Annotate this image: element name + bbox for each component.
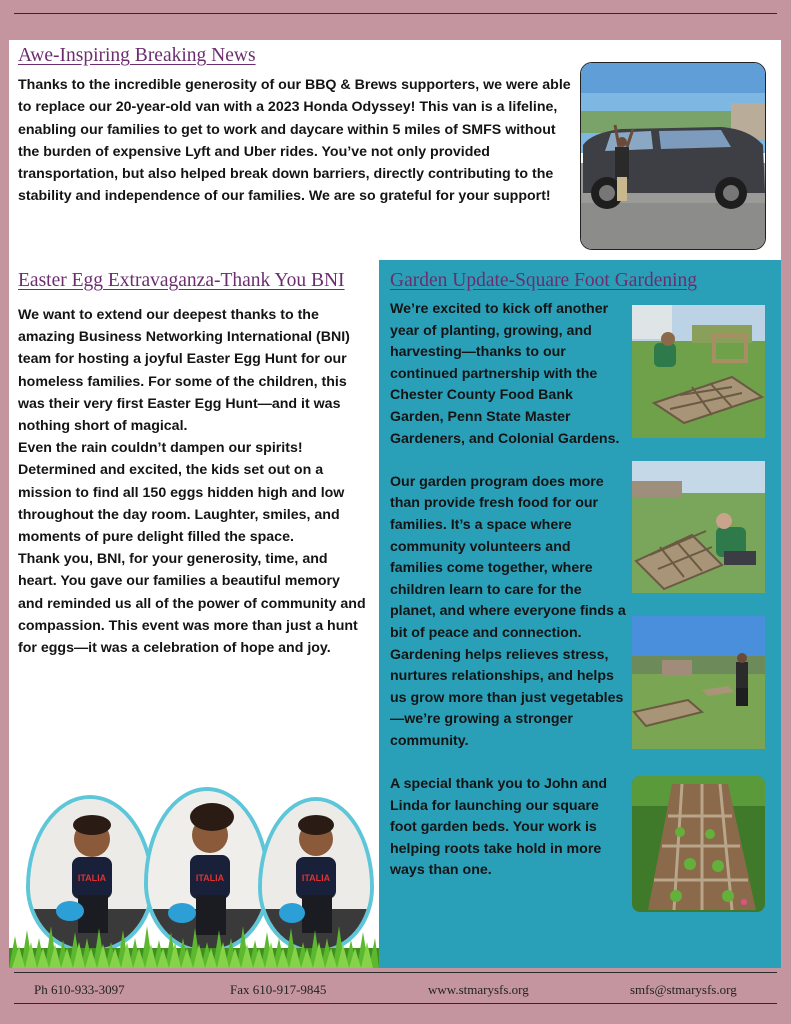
easter-body	[18, 304, 366, 659]
footer-email-link[interactable]: smfs@stmarysfs.org	[630, 982, 737, 997]
garden-heading: Garden Update-Square Foot Gardening	[390, 270, 698, 291]
top-rule	[14, 13, 777, 14]
easter-paragraph: Even the rain couldn’t dampen our spirits! Determined and excited, the kids set out on a mission to find all 150 eggs hidden high and low throughout the day room. Laughter, smiles, and moments of pure delight filled the space.	[18, 440, 345, 546]
garden-photo-3	[632, 616, 765, 749]
news-body-text: Thanks to the incredible generosity of our BBQ & Brews supporters, we were able to replace our 20-year-old van with a 2023 Honda Odyssey! This van is a lifeline, enabling our families to get to work and daycare within 5 miles of SMFS without the burden of expensive Lyft and Uber rides. You’ve not only provided transportation, but also helped break down barriers, directly contributing to the stability and independence of our families. We are so grateful for your support!	[18, 77, 571, 205]
garden-paragraph: Our garden program does more than provide fresh food for our families. It’s a space where community volunteers and families come together, where children learn to care for the planet, and where everyone finds a bit of peace and connection. Gardening helps relieves stress, nurtures relationships, and helps us grow more than just vegetables—we’re growing a stronger community.	[390, 473, 626, 749]
news-heading: Awe-Inspiring Breaking News	[18, 45, 256, 66]
garden-photo-1	[632, 305, 765, 438]
easter-paragraph: Thank you, BNI, for your generosity, time, and heart. You gave our families a beautiful memory and reminded us all of the power of community and compassion. This event was more than just a hunt for eggs—it was a celebration of hope and joy.	[18, 551, 366, 657]
grass-decoration	[9, 918, 379, 968]
shirt-text: ITALIA	[301, 873, 331, 883]
footer-fax: Fax 610-917-9845	[230, 982, 327, 997]
news-body	[18, 74, 574, 208]
footer-top-rule	[14, 972, 777, 973]
garden-body	[390, 299, 626, 882]
garden-photo-4	[632, 776, 765, 912]
footer-website-link[interactable]: www.stmarysfs.org	[428, 982, 529, 997]
garden-paragraph: A special thank you to John and Linda for launching our square foot garden beds. Your work is helping roots take hold in more ways than one.	[390, 776, 608, 879]
shirt-text: ITALIA	[195, 873, 225, 883]
easter-heading: Easter Egg Extravaganza-Thank You BNI	[18, 270, 345, 291]
van-photo	[580, 62, 766, 250]
garden-paragraph: We’re excited to kick off another year of planting, growing, and harvesting—thanks to our continued partnership with the Chester County Food Bank Garden, Penn State Master Gardeners, and Colonial Gardens.	[390, 301, 620, 447]
easter-paragraph: We want to extend our deepest thanks to the amazing Business Networking International (BNI) team for hosting a joyful Easter Egg Hunt for our homeless families. For some of the children, this was their very first Easter Egg Hunt—and it was nothing short of magical.	[18, 307, 350, 435]
footer-phone: Ph 610-933-3097	[34, 982, 125, 997]
shirt-text: ITALIA	[77, 873, 107, 883]
garden-photo-2	[632, 461, 765, 593]
footer-bottom-rule	[14, 1003, 777, 1004]
